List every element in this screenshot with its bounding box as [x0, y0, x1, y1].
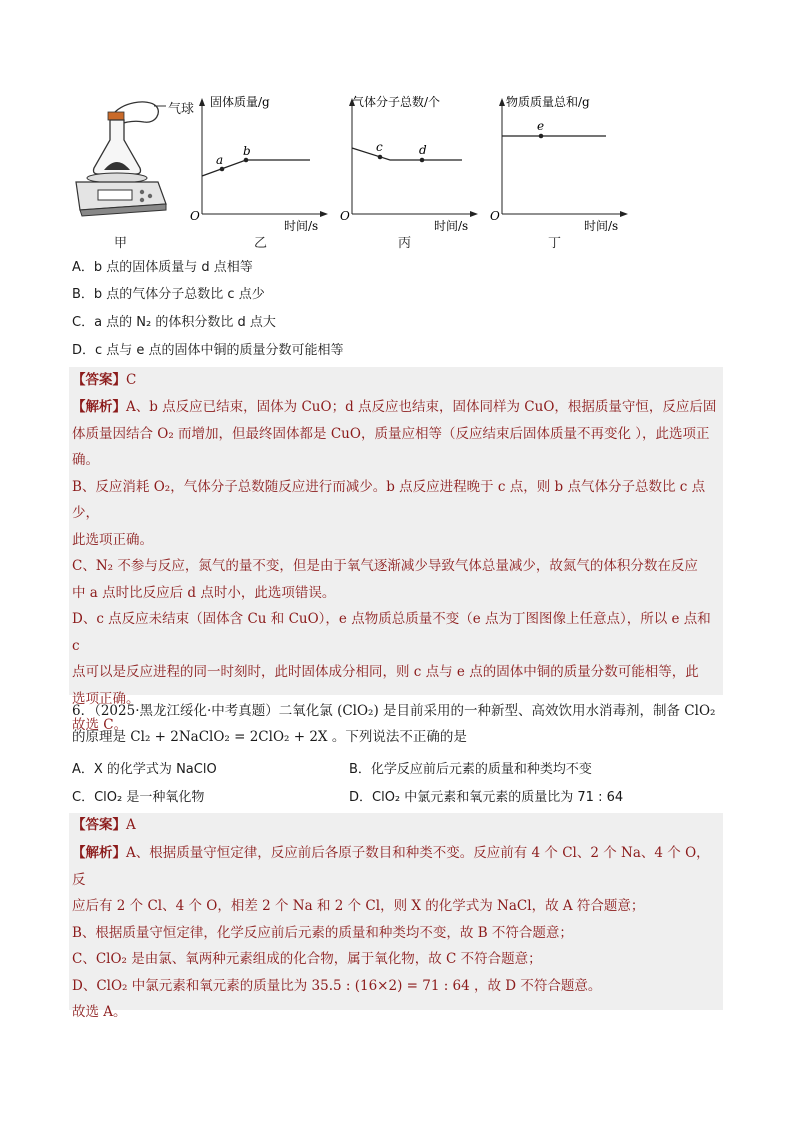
analysis-line: C、N₂ 不参与反应，氮气的量不变，但是由于氧气逐渐减少导致气体总量减少，故氮气的体积分数在反应 [72, 558, 698, 574]
q6-stem-line: 的原理是 Cl₂ + 2NaClO₂ = 2ClO₂ + 2X 。下列说法不正确的是 [72, 729, 467, 745]
q5-answer-line [72, 370, 136, 390]
balloon-label: 气球 [168, 102, 195, 117]
y-axis-arrow [199, 98, 205, 106]
figure-jia [70, 92, 195, 252]
y-axis-label: 气体分子总数/个 [352, 95, 441, 109]
analysis-line: B、反应消耗 O₂，气体分子总数随反应进行而减少。b 点反应进程晚于 c 点，则 b 点气体分子总数比 c 点少， [72, 478, 706, 521]
figure-caption: 乙 [254, 236, 268, 251]
analysis-line: 中 a 点时比反应后 d 点时小，此选项错误。 [72, 584, 336, 601]
q6-option-c: C．ClO₂ 是一种氧化物 [72, 790, 205, 805]
balance-button [140, 190, 144, 194]
analysis-line: 故选 C。 [72, 717, 128, 733]
q5-option-d: D．c 点与 e 点的固体中铜的质量分数可能相等 [72, 343, 344, 358]
q6-answer-line [72, 815, 136, 835]
analysis-tag: 【解析】 [72, 845, 126, 861]
rubber-band [108, 112, 124, 120]
y-axis-label: 物质质量总和/g [506, 95, 590, 109]
figure-row [70, 92, 670, 252]
point-a [220, 167, 225, 172]
figure-caption: 丙 [398, 236, 412, 251]
analysis-line: D、c 点反应未结束（固体含 Cu 和 CuO），e 点物质总质量不变（e 点为丁图图像上任意点），所以 e 点和 c [72, 611, 711, 654]
label-d: d [419, 143, 427, 157]
origin: O [190, 209, 200, 223]
q6-stem-line: 6．（2025·黑龙江绥化·中考真题）二氧化氯 (ClO₂) 是目前采用的一种新型、高效饮用水消毒剂，制备 ClO₂ [72, 703, 716, 719]
analysis-line: D、ClO₂ 中氯元素和氧元素的质量比为 35.5 : (16×2) = 71 : 64 ，故 D 不符合题意。 [72, 977, 602, 994]
point-b [244, 158, 249, 163]
x-axis-arrow [620, 211, 628, 217]
q6-option-a: A．X 的化学式为 NaClO [72, 762, 217, 777]
chart-ding [482, 92, 632, 232]
x-axis-label: 时间/s [584, 219, 619, 232]
answer-tag: 【答案】 [72, 372, 126, 388]
analysis-line: 应后有 2 个 Cl、4 个 O，相差 2 个 Na 和 2 个 Cl，则 X 的化学式为 NaCl，故 A 符合题意； [72, 898, 645, 914]
analysis-line: 【解析】A、根据质量守恒定律，反应前后各原子数目和种类不变。反应前有 4 个 Cl、2 个 Na、4 个 O，反 [72, 845, 710, 888]
chart-yi [182, 92, 332, 232]
analysis-tag: 【解析】 [72, 399, 126, 415]
q6-option-b: B．化学反应前后元素的质量和种类均不变 [349, 762, 592, 777]
balance-button [140, 198, 144, 202]
curve [352, 148, 462, 160]
y-axis-arrow [499, 98, 505, 106]
chart-bing [332, 92, 482, 232]
q5-option-a: A．b 点的固体质量与 d 点相等 [72, 260, 253, 275]
point-d [420, 158, 425, 163]
x-axis-label: 时间/s [434, 219, 469, 232]
point-c [378, 155, 383, 160]
origin: O [340, 209, 350, 223]
origin: O [490, 209, 500, 223]
figure-caption: 甲 [114, 236, 128, 251]
x-axis-arrow [320, 211, 328, 217]
figure-caption: 丁 [548, 236, 562, 251]
q5-option-b: B．b 点的气体分子总数比 c 点少 [72, 287, 265, 302]
q6-stem [72, 698, 722, 750]
q5-analysis [72, 394, 722, 739]
balance-display [98, 190, 132, 200]
q5-option-c: C．a 点的 N₂ 的体积分数比 d 点大 [72, 315, 276, 330]
figure-ding [482, 92, 632, 252]
label-c: c [376, 140, 383, 154]
label-b: b [243, 144, 251, 158]
figure-bing [332, 92, 482, 252]
point-e [539, 134, 544, 139]
analysis-line: 故选 A。 [72, 1004, 127, 1020]
x-axis-arrow [470, 211, 478, 217]
analysis-line: 【解析】A、b 点反应已结束，固体为 CuO；d 点反应也结束，固体同样为 CuO，根据质量守恒，反应后固 [72, 399, 717, 415]
y-axis-label: 固体质量/g [210, 95, 270, 109]
q6-option-d: D．ClO₂ 中氯元素和氧元素的质量比为 71 : 64 [349, 790, 624, 805]
balance-button [148, 194, 152, 198]
analysis-line: 此选项正确。 [72, 531, 153, 548]
analysis-line: 体质量因结合 O₂ 而增加，但最终固体都是 CuO，质量应相等（反应结束后固体质量不再变化 ），此选项正 [72, 425, 710, 442]
x-axis-label: 时间/s [284, 219, 319, 232]
answer-value: C [126, 372, 137, 388]
analysis-line: C、ClO₂ 是由氯、氧两种元素组成的化合物，属于氧化物，故 C 不符合题意； [72, 951, 542, 967]
answer-tag: 【答案】 [72, 817, 126, 833]
answer-value: A [126, 817, 136, 833]
analysis-line: 选项正确。 [72, 690, 140, 707]
figure-yi [182, 92, 332, 252]
label-e: e [537, 119, 545, 133]
analysis-line: B、根据质量守恒定律，化学反应前后元素的质量和种类均不变，故 B 不符合题意； [72, 924, 573, 941]
label-a: a [216, 153, 224, 167]
analysis-line: 确。 [72, 452, 99, 468]
analysis-line: 点可以是反应进程的同一时刻时，此时固体成分相同，则 c 点与 e 点的固体中铜的质量分数可能相等，此 [72, 664, 699, 680]
q6-analysis [72, 840, 722, 1026]
